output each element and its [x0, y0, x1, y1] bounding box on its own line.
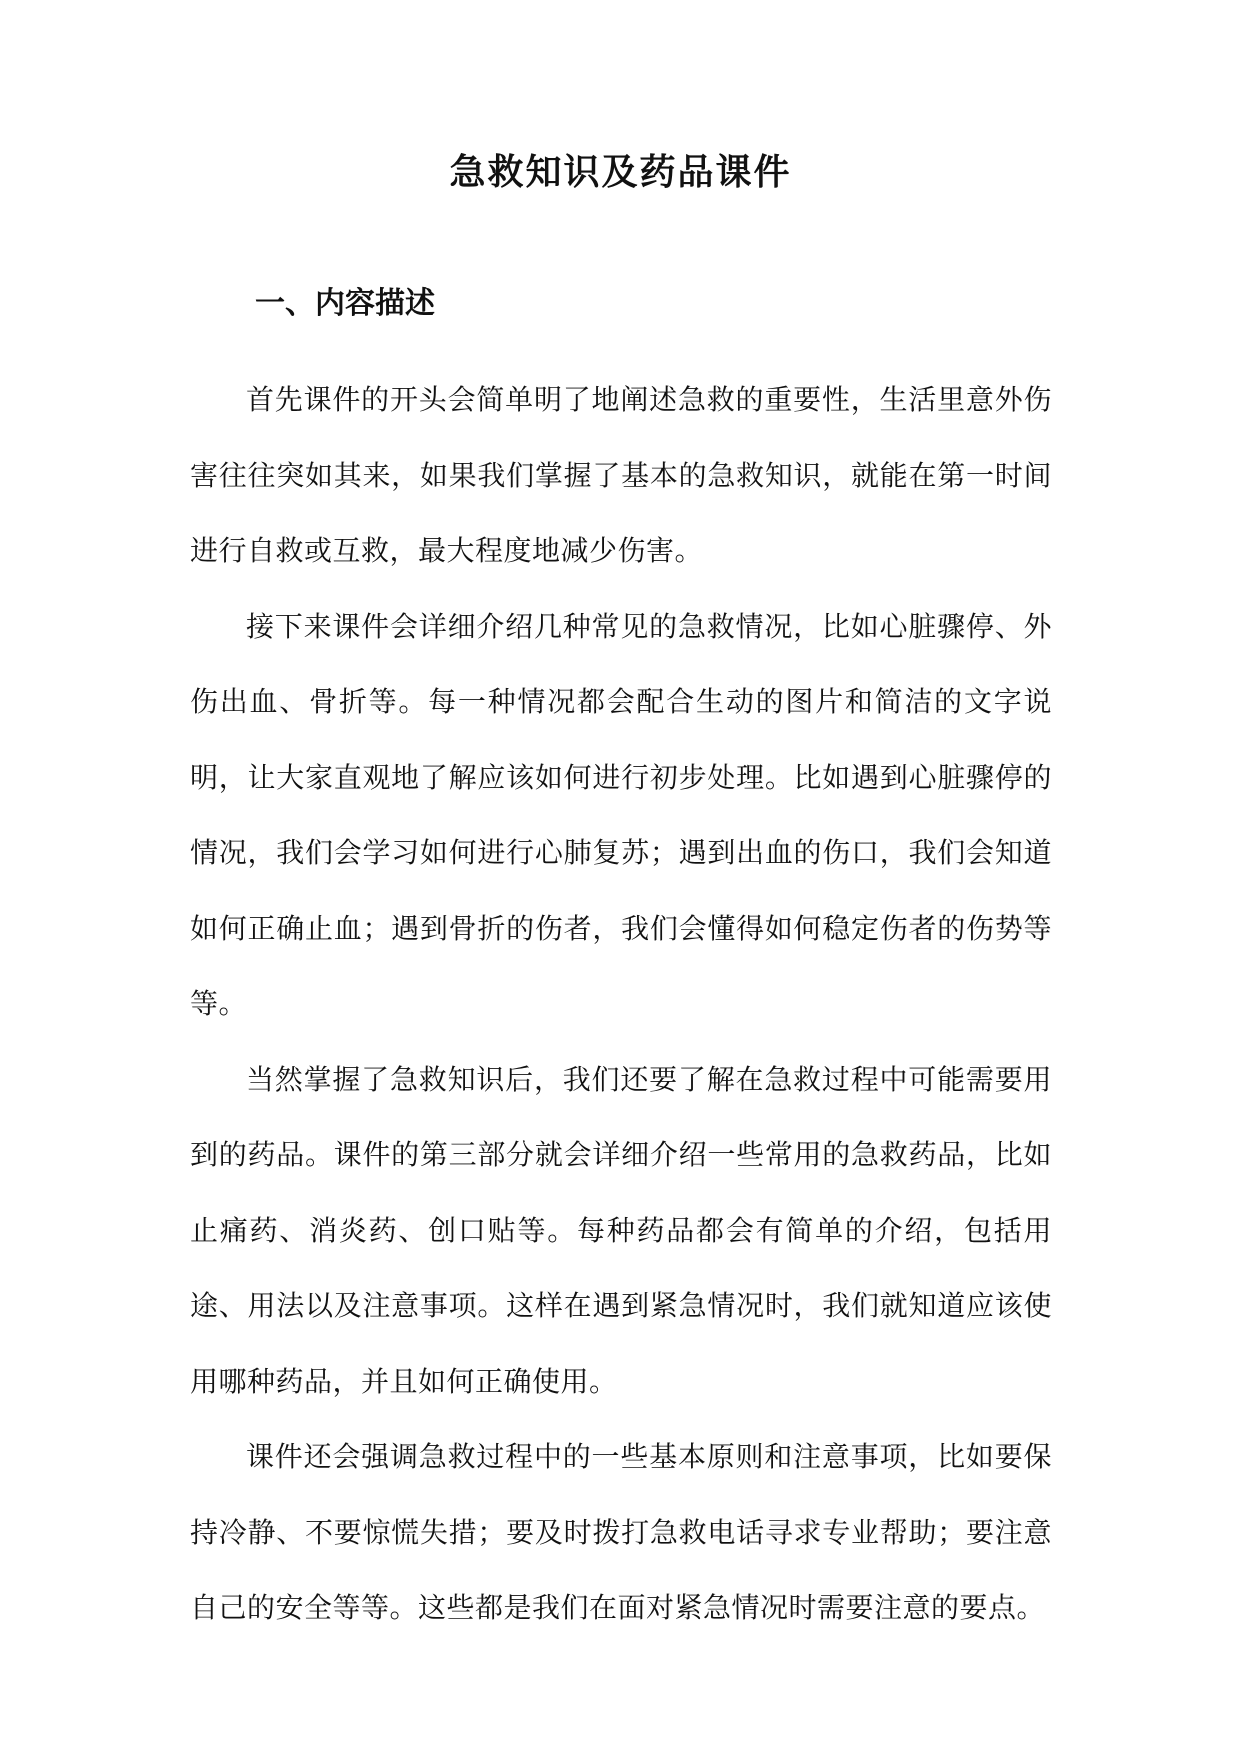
page-title: 急救知识及药品课件 [449, 152, 792, 193]
paragraph: 接下来课件会详细介绍几种常见的急救情况，比如心脏骤停、外伤出血、骨折等。每一种情况都会配合生动的图片和简洁的文字说明，让大家直观地了解应该如何进行初步处理。比如遇到心脏骤停的情况，我们会学习如何进行心肺复苏；遇到出血的伤口，我们会知道如何正确止血；遇到骨折的伤者，我们会懂得如何稳定伤者的伤势等等。 [190, 609, 1052, 1020]
paragraph: 首先课件的开头会简单明了地阐述急救的重要性，生活里意外伤害往往突如其来，如果我们掌握了基本的急救知识，就能在第一时间进行自救或互救，最大程度地减少伤害。 [190, 383, 1052, 567]
section-heading: 一、内容描述 [255, 286, 435, 321]
paragraph: 当然掌握了急救知识后，我们还要了解在急救过程中可能需要用到的药品。课件的第三部分就会详细介绍一些常用的急救药品，比如止痛药、消炎药、创口贴等。每种药品都会有简单的介绍，包括用途、用法以及注意事项。这样在遇到紧急情况时，我们就知道应该使用哪种药品，并且如何正确使用。 [190, 1062, 1052, 1398]
body-text [190, 362, 1052, 1646]
paragraph: 课件还会强调急救过程中的一些基本原则和注意事项，比如要保持冷静、不要惊慌失措；要及时拨打急救电话寻求专业帮助；要注意自己的安全等等。这些都是我们在面对紧急情况时需要注意的要点。 [190, 1440, 1052, 1624]
